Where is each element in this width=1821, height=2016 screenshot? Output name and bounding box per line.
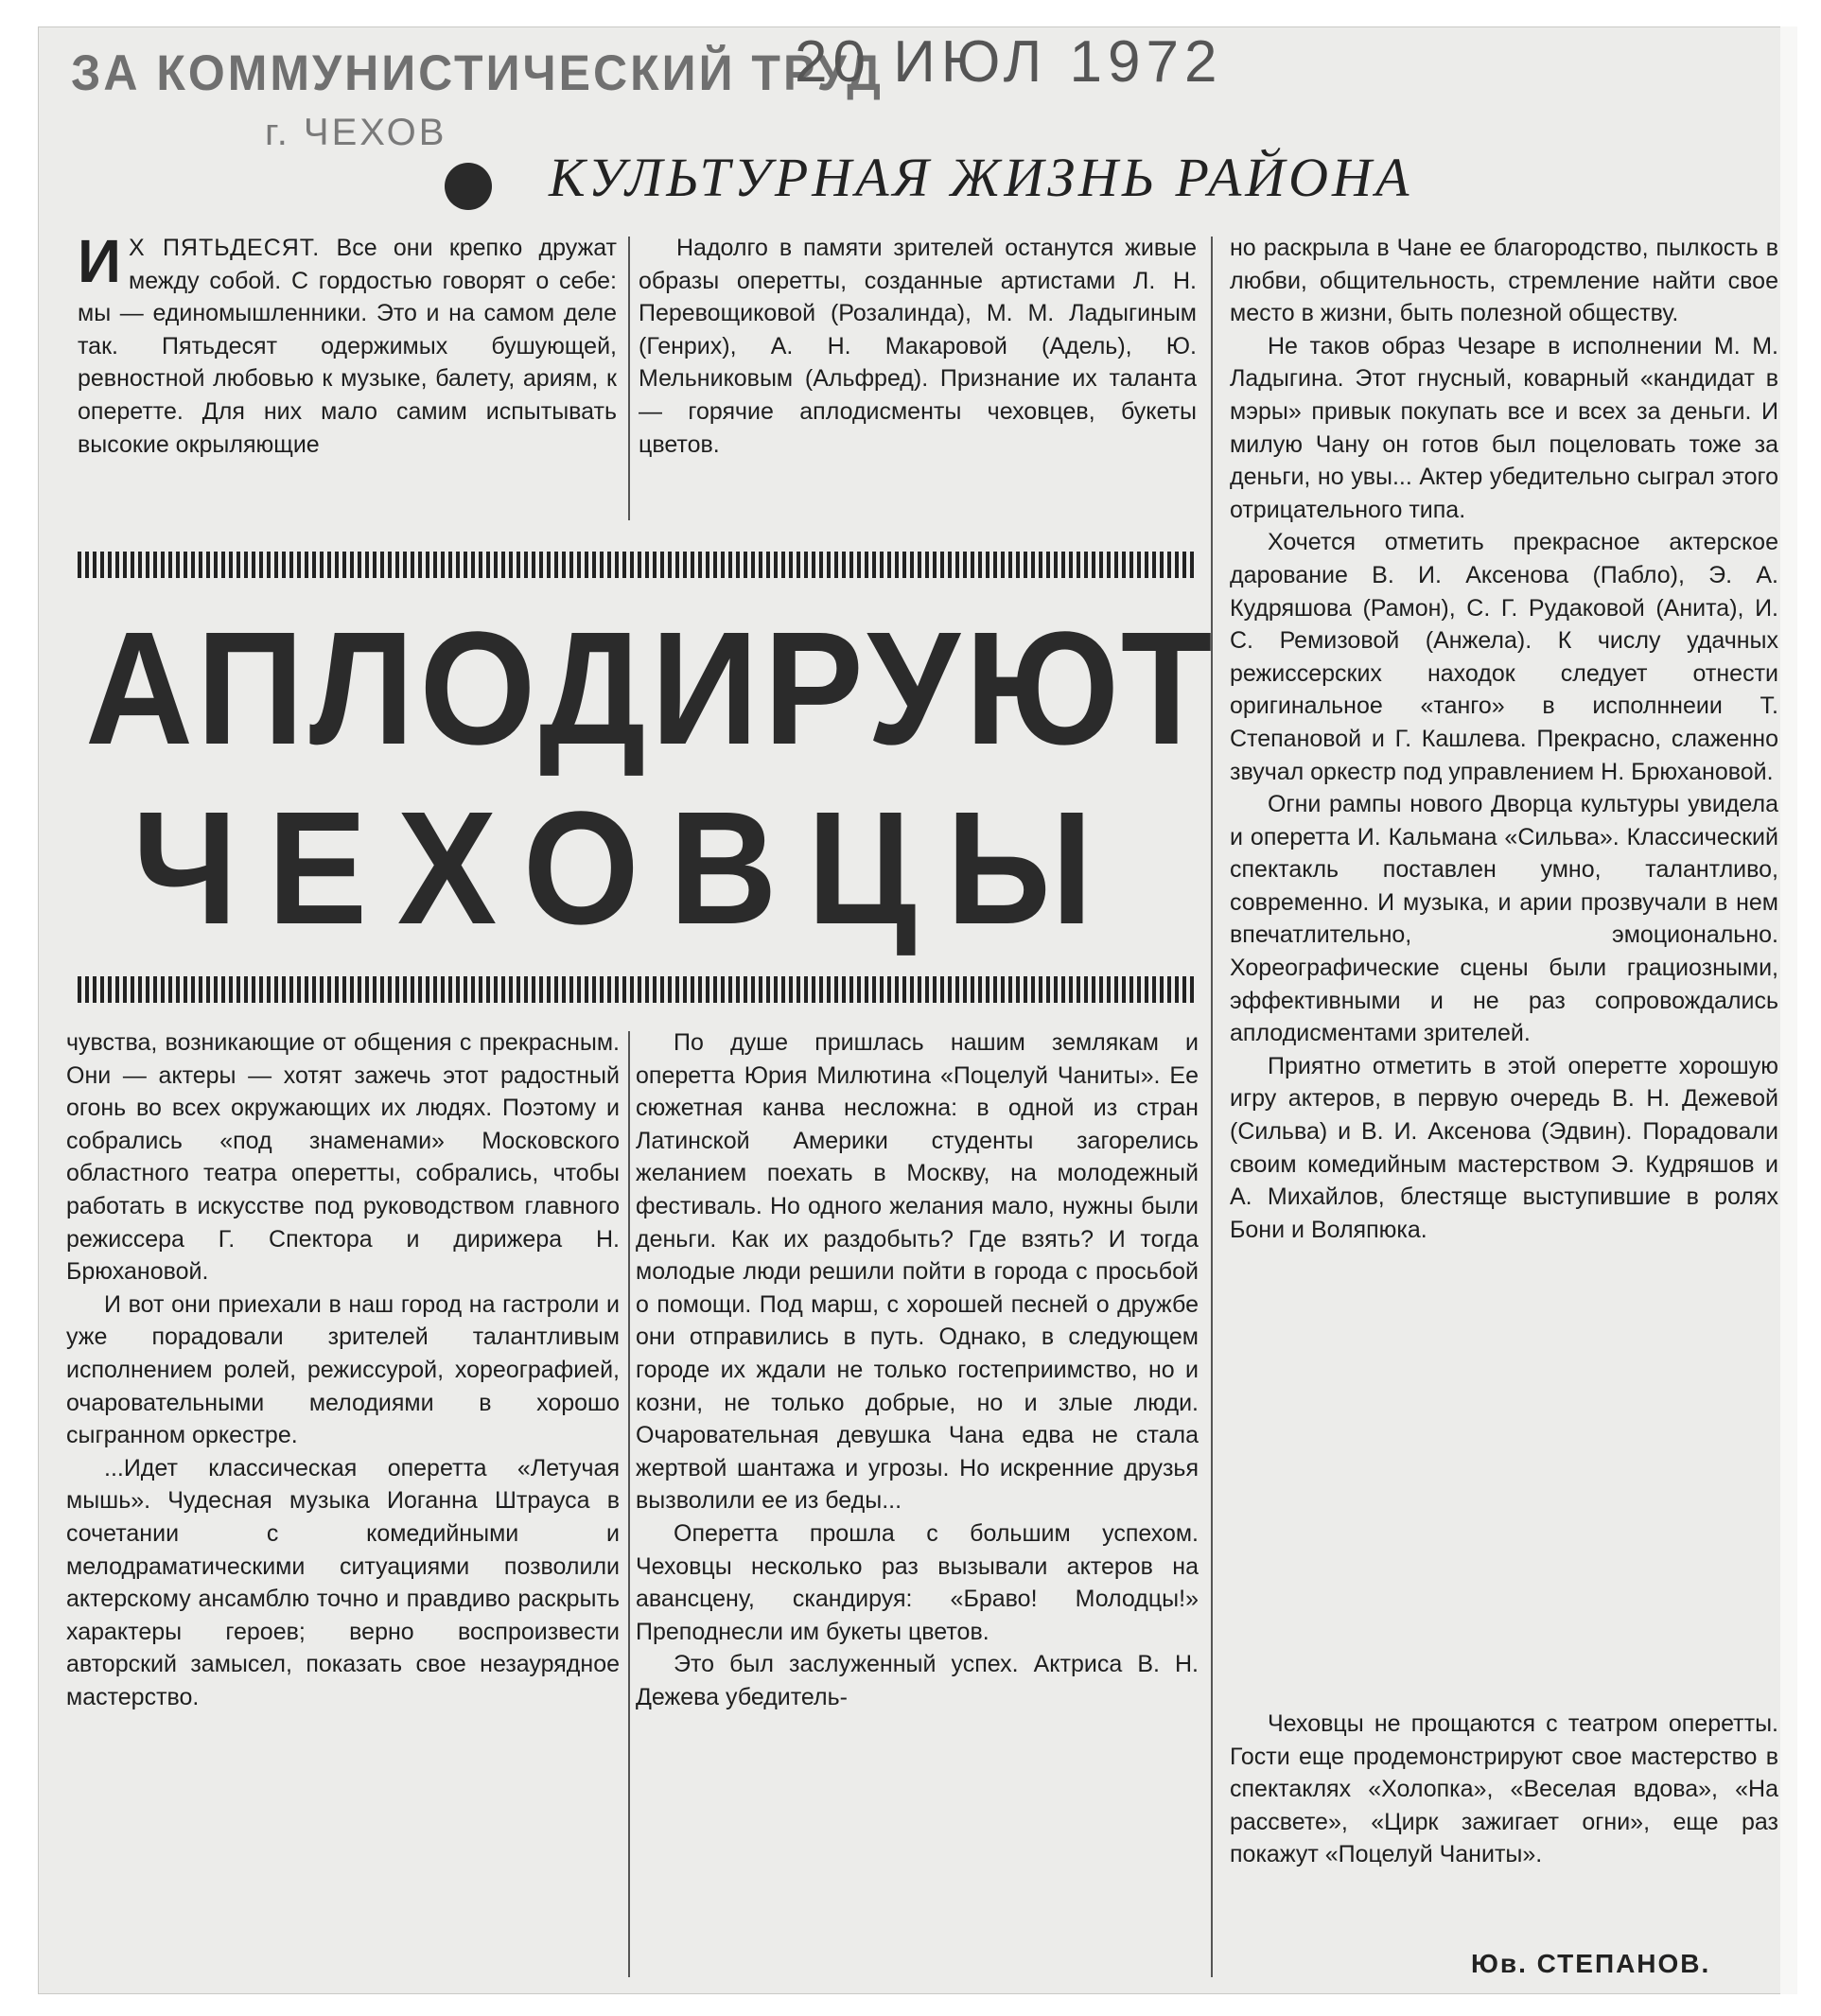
headline-rule-top: [78, 552, 1194, 578]
bullet-icon: [445, 163, 492, 210]
rubric-title: КУЛЬТУРНАЯ ЖИЗНЬ РАЙОНА: [549, 147, 1413, 208]
rubric-header: [445, 142, 1608, 227]
city-stamp: г. ЧЕХОВ: [265, 112, 447, 153]
lead-text: Все они крепко дружат между собой. С гордостью говорят о себе: мы — единомышленники. Это и на самом деле так. Пятьдесят одержимых бушующей, ревностной любовью к музыке, балету, ариям, к оперетте. Для них мало самим испытывать высокие окрыляющие: [78, 235, 617, 458]
column-1-bottom: [66, 1026, 620, 1972]
paragraph: ...Идет классическая оперетта «Летучая мышь». Чудесная музыка Иоганна Штрауса в сочетании с комедийными и мелодраматическими ситуациями позволили актерскому ансамблю точно и правдиво раскрыть характеры героев; верно воспроизвести авторский замысел, показать свое незаурядное мастерство.: [66, 1454, 620, 1710]
paragraph: Чеховцы не прощаются с театром оперетты. Гости еще продемонстрируют свое мастерство в спектаклях «Холопка», «Веселая вдова», «На рассвете», «Цирк зажигает огни», еще раз покажут «Поцелуй Чаниты».: [1230, 1710, 1778, 1868]
paragraph: По душе пришлась нашим землякам и оперетта Юрия Милютина «Поцелуй Чаниты». Ее сюжетная канва несложна: в одной из стран Латинской Америки студенты загорелись желанием поехать в Москву, на молодежный фестиваль. Но одного желания мало, нужны были деньги. Как их раздобыть? Где взять? И тогда молодые люди решили пойти в города с просьбой о помощи. Под марш, с хорошей песней о дружбе они отправились в путь. Однако, в следующем городе их ждали не только гостеприимство, но и козни, не только добрые, но и злые люди. Очаровательная девушка Чана едва не стала жертвой шантажа и угрозы. Но искренние друзья вызволили ее из беды...: [636, 1029, 1199, 1515]
paragraph: Приятно отметить в этой оперетте хорошую игру актеров, в первую очередь В. Н. Дежевой (Сильва) и В. И. Аксенова (Эдвин). Порадовали своим комедийным мастерством Э. Кудряшов и А. Михайлов, блестяще выступившие в ролях Бони и Воляпюка.: [1230, 1052, 1778, 1243]
drop-cap: И: [78, 232, 121, 295]
headline-rule-bottom: [78, 976, 1194, 1003]
column-divider: [1211, 237, 1213, 1977]
headline-line-2: ЧЕХОВЦЫ: [132, 779, 1123, 958]
paragraph: И вот они приехали в наш город на гастроли и уже порадовали зрителей талантливым исполнением ролей, режиссурой, хореографией, очаровательными мелодиями в хорошо сыгранном оркестре.: [66, 1290, 620, 1449]
column-divider: [628, 237, 630, 520]
column-2-top: [639, 232, 1197, 525]
date-stamp: 20 ИЮЛ 1972: [795, 29, 1223, 95]
paragraph: Это был заслуженный успех. Актриса В. Н. Дежева убедитель-: [636, 1651, 1199, 1710]
headline-line-1: АПЛОДИРУЮТ: [85, 599, 1218, 779]
lead-paragraph: [78, 232, 617, 461]
paragraph: Оперетта прошла с большим успехом. Чеховцы несколько раз вызывали актеров на авансцену, скандируя: «Браво! Молодцы!» Преподнесли им букеты цветов.: [636, 1519, 1199, 1645]
paragraph: Не таков образ Чезаре в исполнении М. М. Ладыгина. Этот гнусный, коварный «кандидат в мэры» привык покупать все и всех за деньги. И милую Чану он готов был поцеловать тоже за деньги, но увы... Актер убедительно сыграл этого отрицательного типа.: [1230, 332, 1778, 523]
paragraph: Огни рампы нового Дворца культуры увидела и оперетта И. Кальмана «Сильва». Классический спектакль поставлен умно, талантливо, современно. И музыка, и арии прозвучали в нем впечатлительно, эмоционально. Хореографические сцены были грациозными, эффективными и не раз сопровождались аплодисментами зрителей.: [1230, 791, 1778, 1047]
column-2-bottom: [636, 1026, 1199, 1982]
paragraph: Хочется отметить прекрасное актерское дарование В. И. Аксенова (Пабло), Э. А. Кудряшова (Рамон), С. Г. Рудаковой (Анита), И. С. Ремизовой (Анжела). К числу удачных режиссерских находок следует отнести оригинальное «танго» в исполннеии Т. Степановой и Г. Кашлева. Прекрасно, слаженно звучал оркестр под управлением Н. Брюхановой.: [1230, 529, 1778, 785]
column-1-top: [78, 232, 617, 525]
author-signature: Юв. СТЕПАНОВ.: [1471, 1949, 1711, 1978]
paragraph: чувства, возникающие от общения с прекрасным. Они — актеры — хотят зажечь этот радостный огонь во всех окружающих их людях. Поэтому и собрались «под знаменами» Московского областного театра оперетты, собрались, чтобы работать в искусстве под руководством главного режиссера Г. Спектора и дирижера Н. Брюхановой.: [66, 1029, 620, 1286]
paragraph: Надолго в памяти зрителей останутся живые образы оперетты, созданные артистами Л. Н. Перевощиковой (Розалинда), М. М. Ладыгиным (Генрих), А. Н. Макаровой (Адель), Ю. Мельниковым (Альфред). Признание их таланта — горячие аплодисменты чеховцев, букеты цветов.: [639, 235, 1197, 458]
newspaper-name-stamp: ЗА КОММУНИСТИЧЕСКИЙ ТРУД: [71, 44, 884, 101]
column-3: [1230, 232, 1778, 1708]
lead-words: Х ПЯТЬДЕСЯТ.: [129, 235, 321, 261]
column-divider: [628, 1031, 630, 1977]
paragraph: но раскрыла в Чане ее благородство, пылкость в любви, общительность, стремление найти свое место в жизни, быть полезной обществу.: [1230, 235, 1778, 327]
clipping-edge: [1780, 26, 1797, 1994]
